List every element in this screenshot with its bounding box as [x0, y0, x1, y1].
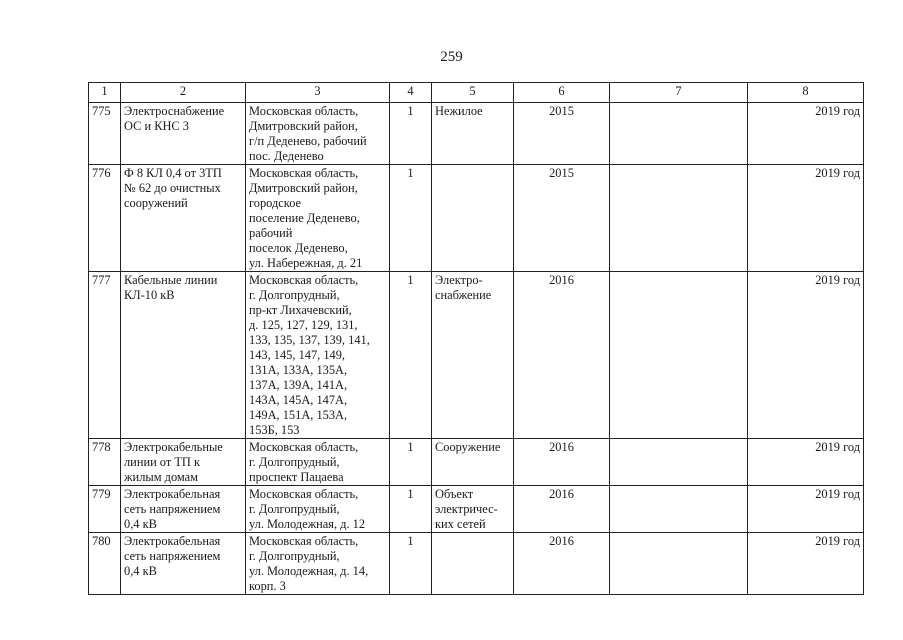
property-registry-table [88, 82, 864, 595]
year-cell: 2016 [514, 486, 610, 533]
year-cell: 2015 [514, 103, 610, 165]
table-row [89, 486, 864, 533]
row-number-cell: 776 [89, 165, 121, 272]
table-row [89, 165, 864, 272]
year-cell: 2016 [514, 272, 610, 439]
column-8-cell: 2019 год [748, 103, 864, 165]
row-number-cell: 779 [89, 486, 121, 533]
header-cell: 5 [432, 83, 514, 103]
year-cell: 2016 [514, 439, 610, 486]
quantity-cell: 1 [390, 165, 432, 272]
address-cell: Московская область, г. Долгопрудный, ул. Молодежная, д. 14, корп. 3 [246, 533, 390, 595]
object-name-cell: Электроснабжение ОС и КНС 3 [121, 103, 246, 165]
row-number-cell: 780 [89, 533, 121, 595]
column-8-cell: 2019 год [748, 439, 864, 486]
quantity-cell: 1 [390, 439, 432, 486]
column-7-cell [610, 533, 748, 595]
address-cell: Московская область, Дмитровский район, городское поселение Деденево, рабочий поселок Деденево, ул. Набережная, д. 21 [246, 165, 390, 272]
column-7-cell [610, 272, 748, 439]
quantity-cell: 1 [390, 272, 432, 439]
quantity-cell: 1 [390, 486, 432, 533]
header-cell: 1 [89, 83, 121, 103]
column-8-cell: 2019 год [748, 165, 864, 272]
header-cell: 3 [246, 83, 390, 103]
column-7-cell [610, 103, 748, 165]
header-cell: 8 [748, 83, 864, 103]
object-name-cell: Электрокабельная сеть напряжением 0,4 кВ [121, 486, 246, 533]
quantity-cell: 1 [390, 533, 432, 595]
column-8-cell: 2019 год [748, 486, 864, 533]
address-cell: Московская область, г. Долгопрудный, ул. Молодежная, д. 12 [246, 486, 390, 533]
header-cell: 6 [514, 83, 610, 103]
column-8-cell: 2019 год [748, 272, 864, 439]
year-cell: 2016 [514, 533, 610, 595]
address-cell: Московская область, Дмитровский район, г/п Деденево, рабочий пос. Деденево [246, 103, 390, 165]
column-8-cell: 2019 год [748, 533, 864, 595]
column-7-cell [610, 165, 748, 272]
year-cell: 2015 [514, 165, 610, 272]
table-row [89, 103, 864, 165]
page-number: 259 [440, 49, 463, 65]
header-cell: 7 [610, 83, 748, 103]
object-type-cell: Нежилое [432, 103, 514, 165]
object-name-cell: Кабельные линии КЛ-10 кВ [121, 272, 246, 439]
object-name-cell: Электрокабельные линии от ТП к жилым домам [121, 439, 246, 486]
table-row [89, 533, 864, 595]
object-type-cell: Сооружение [432, 439, 514, 486]
row-number-cell: 777 [89, 272, 121, 439]
table-header-row [89, 83, 864, 103]
row-number-cell: 778 [89, 439, 121, 486]
address-cell: Московская область, г. Долгопрудный, проспект Пацаева [246, 439, 390, 486]
quantity-cell: 1 [390, 103, 432, 165]
header-cell: 2 [121, 83, 246, 103]
object-name-cell: Ф 8 КЛ 0,4 от 3ТП № 62 до очистных сооружений [121, 165, 246, 272]
table-row [89, 439, 864, 486]
row-number-cell: 775 [89, 103, 121, 165]
object-type-cell: Электро- снабжение [432, 272, 514, 439]
object-type-cell: Объект электричес- ких сетей [432, 486, 514, 533]
table-row [89, 272, 864, 439]
address-cell: Московская область, г. Долгопрудный, пр-кт Лихачевский, д. 125, 127, 129, 131, 133, 135, 137, 139, 141, 143, 145, 147, 149, 131А, 133А, 135А, 137А, 139А, 141А, 143А, 145А, 147А, 149А, 151А, 153А, 153Б, 153 [246, 272, 390, 439]
object-type-cell [432, 533, 514, 595]
object-name-cell: Электрокабельная сеть напряжением 0,4 кВ [121, 533, 246, 595]
column-7-cell [610, 439, 748, 486]
column-7-cell [610, 486, 748, 533]
header-cell: 4 [390, 83, 432, 103]
object-type-cell [432, 165, 514, 272]
